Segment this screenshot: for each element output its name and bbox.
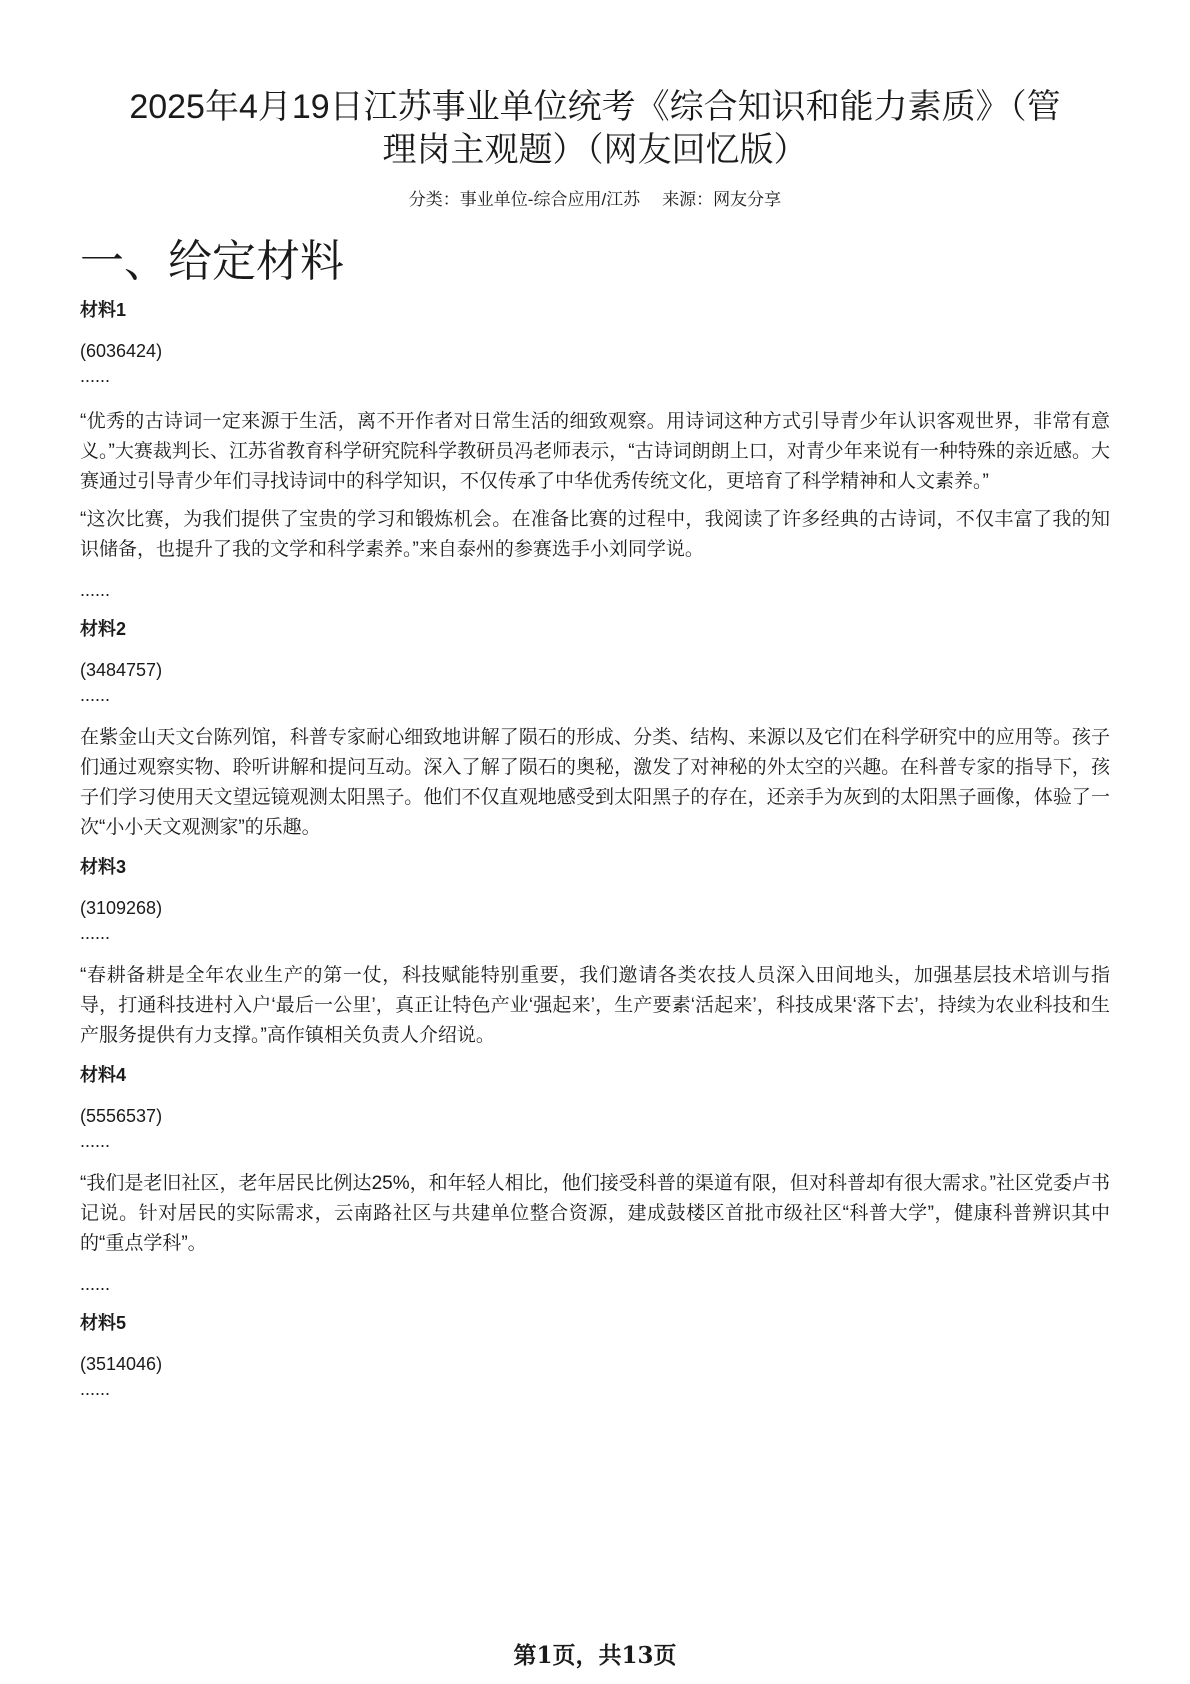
- material-id: (6036424): [80, 341, 163, 361]
- material-1: [80, 298, 1110, 601]
- ellipsis: ......: [80, 685, 111, 705]
- material-paragraph: “优秀的古诗词一定来源于生活，离不开作者对日常生活的细致观察。用诗词这种方式引导青少年认识客观世界，非常有意义。”大赛裁判长、江苏省教育科学研究院科学教研员冯老师表示，“古诗词朗朗上口，对青少年来说有一种特殊的亲近感。大赛通过引导青少年们寻找诗词中的科学知识，不仅传承了中华优秀传统文化，更培育了科学精神和人文素养。”: [80, 411, 1110, 492]
- material-2: [80, 617, 1110, 843]
- material-title: 材料2: [80, 619, 127, 639]
- material-id: (5556537): [80, 1106, 163, 1126]
- material-paragraph: “春耕备耕是全年农业生产的第一仗，科技赋能特别重要，我们邀请各类农技人员深入田间地头，加强基层技术培训与指导，打通科技进村入户‘最后一公里’，真正让特色产业‘强起来’，生产要素‘活起来’，科技成果‘落下去’，持续为农业科技和生产服务提供有力支撑。”高作镇相关负责人介绍说。: [80, 965, 1110, 1046]
- ellipsis: ......: [80, 923, 111, 943]
- material-paragraph: “这次比赛，为我们提供了宝贵的学习和锻炼机会。在准备比赛的过程中，我阅读了许多经典的古诗词，不仅丰富了我的知识储备，也提升了我的文学和科学素养。”来自泰州的参赛选手小刘同学说。: [80, 509, 1110, 560]
- material-title: 材料1: [80, 300, 127, 320]
- material-title: 材料5: [80, 1313, 127, 1333]
- document-meta: [80, 188, 1110, 212]
- ellipsis: ......: [80, 1131, 111, 1151]
- document-category: 分类：事业单位-综合应用/江苏: [408, 190, 641, 209]
- document-source: 来源：网友分享: [662, 190, 782, 209]
- ellipsis: ......: [80, 580, 111, 600]
- material-title: 材料3: [80, 857, 127, 877]
- material-5: [80, 1311, 1110, 1400]
- material-id: (3109268): [80, 898, 163, 918]
- ellipsis: ......: [80, 366, 111, 386]
- document-title: [80, 86, 1110, 172]
- document-title-line2: 理岗主观题）（网友回忆版）: [382, 131, 808, 169]
- material-id: (3484757): [80, 660, 163, 680]
- material-paragraph: 在紫金山天文台陈列馆，科普专家耐心细致地讲解了陨石的形成、分类、结构、来源以及它们在科学研究中的应用等。孩子们通过观察实物、聆听讲解和提问互动。深入了解了陨石的奥秘，激发了对神秘的外太空的兴趣。在科普专家的指导下，孩子们学习使用天文望远镜观测太阳黑子。他们不仅直观地感受到太阳黑子的存在，还亲手为灰到的太阳黑子画像，体验了一次“小小天文观测家”的乐趣。: [80, 727, 1110, 838]
- ellipsis: ......: [80, 1379, 111, 1399]
- section-heading: 一、给定材料: [80, 237, 344, 286]
- material-id: (3514046): [80, 1354, 163, 1374]
- material-paragraph: “我们是老旧社区，老年居民比例达25%，和年轻人相比，他们接受科普的渠道有限，但对科普却有很大需求。”社区党委卢书记说。针对居民的实际需求，云南路社区与共建单位整合资源，建成鼓楼区首批市级社区“科普大学”，健康科普辨识其中的“重点学科”。: [80, 1173, 1110, 1254]
- ellipsis: ......: [80, 1274, 111, 1294]
- page-number-footer: 第1页，共13页: [513, 1642, 677, 1669]
- material-3: [80, 855, 1110, 1051]
- material-title: 材料4: [80, 1065, 127, 1085]
- document-page: [80, 86, 1110, 1400]
- material-4: [80, 1063, 1110, 1295]
- document-title-line1: 2025年4月19日江苏事业单位统考《综合知识和能力素质》（管: [129, 88, 1061, 126]
